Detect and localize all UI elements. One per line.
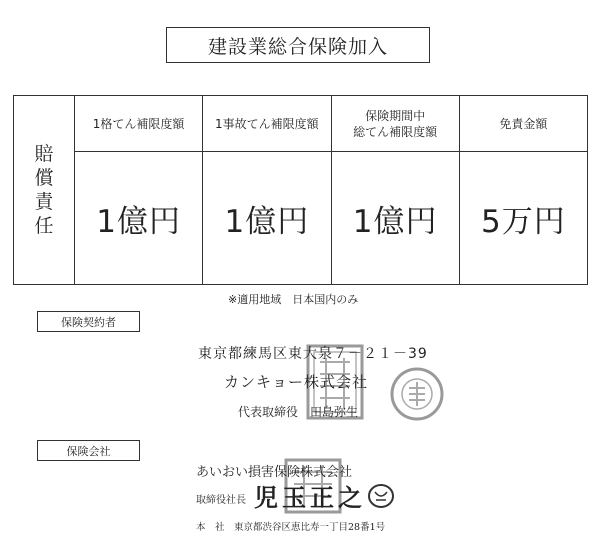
signature-stamp-image: [366, 482, 396, 510]
policyholder-company: カンキョー株式会社: [224, 373, 369, 391]
liability-char: 賠: [34, 143, 54, 165]
liability-char: 任: [34, 215, 54, 237]
header-period-total-limit: 保険期間中 総てん補限度額: [331, 96, 459, 152]
policyholder-label: 保険契約者: [37, 311, 140, 332]
header-deductible: 免責金額: [459, 96, 587, 152]
insurer-company: あいおい損害保険株式会社: [196, 465, 353, 480]
value-per-accident-limit: 1億円: [203, 152, 331, 285]
insurer-signature: 児玉正之: [254, 483, 366, 512]
value-per-item-limit: 1億円: [75, 152, 203, 285]
insurer-representative-title: 取締役社長: [196, 495, 246, 506]
region-note: ※適用地域 日本国内のみ: [228, 293, 359, 306]
insurer-address: 本 社 東京都渋谷区恵比寿一丁目28番1号: [196, 522, 386, 533]
liability-char: 償: [34, 167, 54, 189]
coverage-table: [13, 95, 588, 285]
policyholder-address: 東京都練馬区東大泉７－２１－39: [198, 346, 428, 362]
header-per-accident-limit: 1事故てん補限度額: [203, 96, 331, 152]
liability-char: 責: [34, 191, 54, 213]
representative-seal-image: [388, 366, 446, 422]
header-per-item-limit: 1格てん補限度額: [75, 96, 203, 152]
policyholder-representative: 代表取締役 田島弥生: [238, 405, 359, 419]
liability-label: [14, 96, 75, 285]
document-title: 建設業総合保険加入: [166, 27, 430, 63]
insurer-label: 保険会社: [37, 440, 140, 461]
value-period-total-limit: 1億円: [331, 152, 459, 285]
value-deductible: 5万円: [459, 152, 587, 285]
